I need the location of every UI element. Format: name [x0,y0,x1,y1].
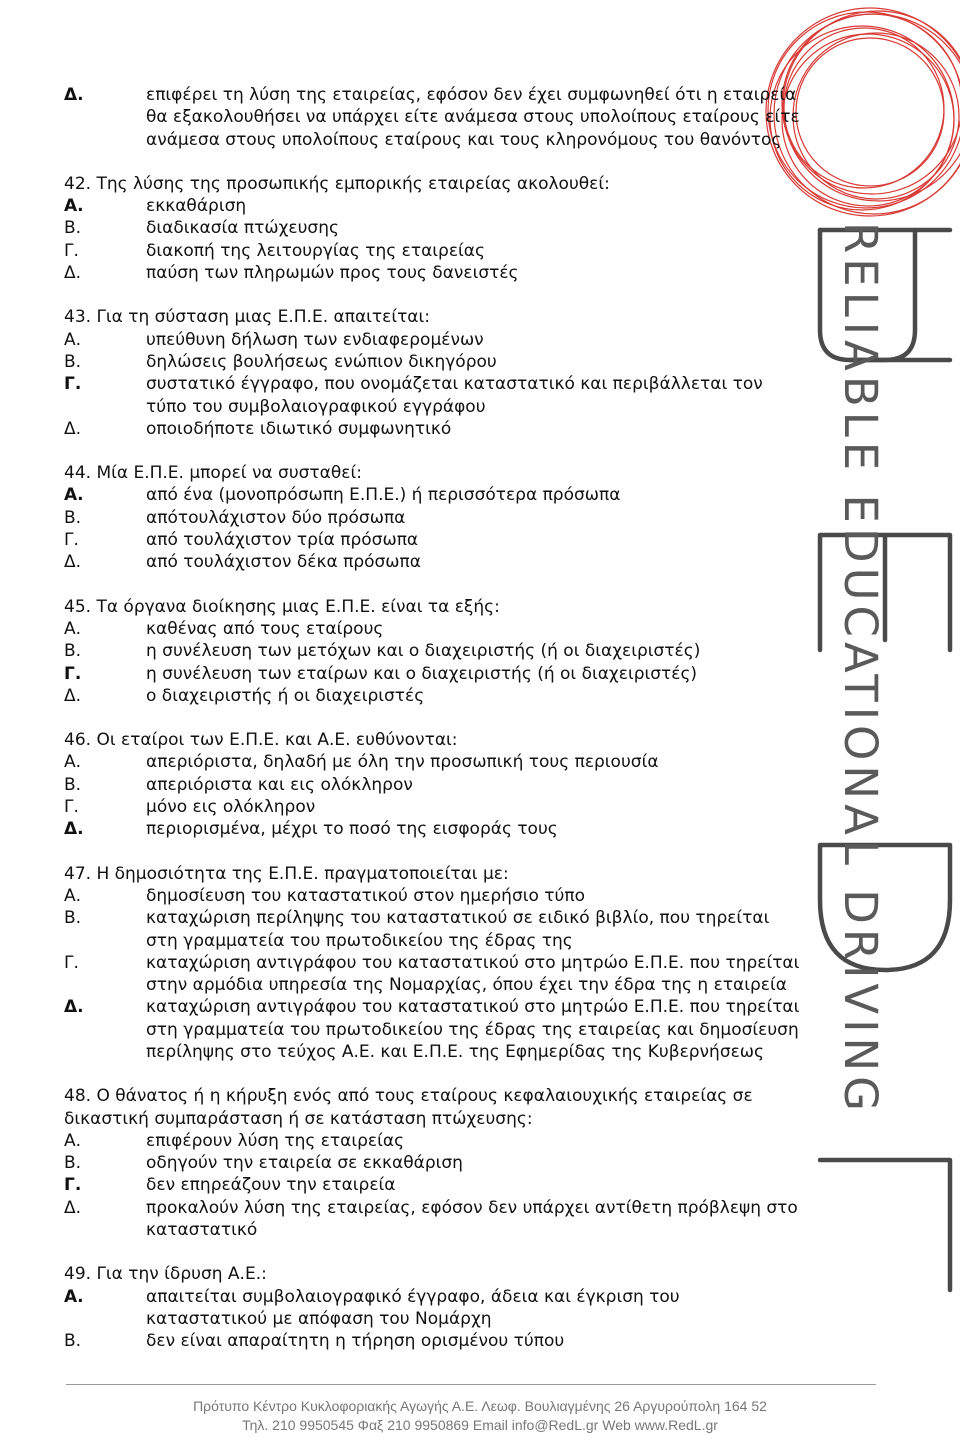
option-letter: Α. [64,1286,84,1307]
option-text: οποιοδήποτε ιδιωτικό συμφωνητικό [146,418,452,439]
option-letter: Α. [64,1130,82,1151]
answer-option [64,84,804,151]
option-letter: Α. [64,329,82,350]
option-letter: Δ. [64,85,84,105]
option-letter: Β. [64,1331,82,1352]
answer-option [64,1174,804,1196]
option-text: η συνέλευση των μετόχων και ο διαχειριστής (ή οι διαχειριστές) [146,641,701,662]
option-letter: Γ. [64,952,79,973]
answer-option [64,418,804,440]
option-letter: Δ. [64,1197,82,1218]
option-letter: Δ. [64,819,84,840]
option-letter: Δ. [64,997,84,1018]
question-block [64,84,804,151]
option-text: απεριόριστα και εις ολόκληρον [146,774,413,795]
option-letter: Α. [64,752,82,773]
question-stem: 48. Ο θάνατος ή η κήρυξη ενός από τους εταίρους κεφαλαιουχικής εταιρείας σε δικαστική συμπαράσταση ή σε κατάσταση πτώχευσης: [64,1086,753,1129]
option-letter: Β. [64,774,82,795]
question-block [64,173,804,284]
question-stem: 45. Τα όργανα διοίκησης μιας Ε.Π.Ε. είναι τα εξής: [64,596,500,617]
option-letter: Γ. [64,374,82,395]
question-block [64,729,804,840]
option-text: συστατικό έγγραφο, που ονομάζεται καταστατικό και περιβάλλεται τον τύπο του συμβολαιογραφικού εγγράφου [146,374,763,417]
question-stem: 49. Για την ίδρυση Α.Ε.: [64,1264,267,1285]
option-letter: Δ. [64,552,82,573]
answer-option [64,373,804,418]
option-text: διακοπή της λειτουργίας της εταιρείας [146,240,485,261]
question-block [64,306,804,440]
question-block [64,596,804,707]
answer-option [64,640,804,662]
option-letter: Β. [64,908,82,929]
option-text: οδηγούν την εταιρεία σε εκκαθάριση [146,1153,463,1174]
answer-option [64,996,804,1063]
answer-option [64,796,804,818]
answer-option [64,551,804,573]
brand-text-watermark: RELIABLE EDUCATIONAL DRIVING [834,222,887,1117]
answer-option [64,1197,804,1242]
option-text: δημοσίευση του καταστατικού στον ημερήσιο τύπο [146,885,585,906]
question-block [64,1263,804,1352]
option-text: απαιτείται συμβολαιογραφικό έγγραφο, άδεια και έγκριση του καταστατικού με απόφαση του Νομάρχη [146,1286,680,1329]
footer [0,1397,960,1435]
option-text: η συνέλευση των εταίρων και ο διαχειριστής (ή οι διαχειριστές) [146,663,698,684]
answer-option [64,818,804,840]
option-text: από τουλάχιστον δέκα πρόσωπα [146,552,421,573]
answer-option [64,262,804,284]
question-stem: 44. Μία Ε.Π.Ε. μπορεί να συσταθεί: [64,463,362,484]
option-text: δεν επηρεάζουν την εταιρεία [146,1175,396,1196]
answer-option [64,484,804,506]
answer-option [64,1130,804,1152]
question-stem: 47. Η δημοσιότητα της Ε.Π.Ε. πραγματοποιείται με: [64,863,509,884]
option-letter: Α. [64,485,84,506]
option-text: καθένας από τους εταίρους [146,618,384,639]
answer-option [64,685,804,707]
option-letter: Δ. [64,418,82,439]
answer-option [64,329,804,351]
question-stem: 43. Για τη σύσταση μιας Ε.Π.Ε. απαιτείται: [64,307,430,328]
option-text: από ένα (μονοπρόσωπη Ε.Π.Ε.) ή περισσότερα πρόσωπα [146,485,621,506]
option-letter: Β. [64,218,82,239]
option-letter: Β. [64,641,82,662]
option-letter: Β. [64,1153,82,1174]
answer-option [64,240,804,262]
option-letter: Γ. [64,240,79,261]
option-text: ο διαχειριστής ή οι διαχειριστές [146,685,425,706]
footer-address: Πρότυπο Κέντρο Κυκλοφοριακής Αγωγής Α.Ε. Λεωφ. Βουλιαγμένης 26 Αργυρούπολη 164 52 [193,1398,767,1414]
option-text: επιφέρουν λύση της εταιρείας [146,1130,405,1151]
option-letter: Α. [64,618,82,639]
answer-option [64,1286,804,1331]
option-text: επιφέρει τη λύση της εταιρείας, εφόσον δεν έχει συμφωνηθεί ότι η εταιρεία θα εξακολουθήσει να υπάρχει είτε ανάμεσα στους υπολοίπους εταίρους είτε ανάμεσα στους υπολοίπους εταίρους και τους κληρονόμους του θανόντος [146,85,800,150]
option-text: από τουλάχιστον τρία πρόσωπα [146,530,419,551]
answer-option [64,663,804,685]
option-text: παύση των πληρωμών προς τους δανειστές [146,263,519,284]
option-letter: Δ. [64,685,82,706]
option-text: διαδικασία πτώχευσης [146,218,339,239]
option-text: μόνο εις ολόκληρον [146,797,316,818]
option-text: εκκαθάριση [146,196,247,217]
option-text: καταχώριση περίληψης του καταστατικού σε ειδικό βιβλίο, που τηρείται στη γραμματεία του πρωτοδικείου της έδρας της [146,908,770,951]
answer-option [64,618,804,640]
question-block [64,863,804,1064]
answer-option [64,529,804,551]
answer-option [64,217,804,239]
answer-option [64,507,804,529]
option-text: περιορισμένα, μέχρι το ποσό της εισφοράς τους [146,819,558,840]
footer-divider [66,1384,876,1385]
answer-option [64,195,804,217]
option-letter: Γ. [64,530,79,551]
answer-option [64,774,804,796]
option-letter: Δ. [64,263,82,284]
option-letter: Α. [64,196,84,217]
option-letter: Γ. [64,663,82,684]
option-text: καταχώριση αντιγράφου του καταστατικού στο μητρώο Ε.Π.Ε. που τηρείται στην αρμόδια υπηρεσία της Νομαρχίας, όπου έχει την έδρα της η εταιρεία [146,952,800,996]
footer-contact: Τηλ. 210 9950545 Φαξ 210 9950869 Email info@RedL.gr Web www.RedL.gr [242,1417,718,1433]
option-letter: Α. [64,885,82,906]
answer-option [64,1152,804,1174]
question-block [64,462,804,573]
option-letter: Γ. [64,1175,82,1196]
question-list [64,84,804,1375]
option-text: απότουλάχιστον δύο πρόσωπα [146,507,406,528]
answer-option [64,885,804,907]
answer-option [64,351,804,373]
question-stem: 46. Οι εταίροι των Ε.Π.Ε. και Α.Ε. ευθύνονται: [64,730,458,751]
option-text: υπεύθυνη δήλωση των ενδιαφερομένων [146,329,484,350]
option-text: προκαλούν λύση της εταιρείας, εφόσον δεν υπάρχει αντίθετη πρόβλεψη στο καταστατικό [146,1197,798,1241]
option-letter: Β. [64,351,82,372]
question-stem: 42. Της λύσης της προσωπικής εμπορικής εταιρείας ακολουθεί: [64,173,610,194]
option-text: δηλώσεις βουλήσεως ενώπιον δικηγόρου [146,351,497,372]
option-text: απεριόριστα, δηλαδή με όλη την προσωπική τους περιουσία [146,752,659,773]
answer-option [64,1330,804,1352]
answer-option [64,952,804,997]
option-text: δεν είναι απαραίτητη η τήρηση ορισμένου τύπου [146,1331,565,1352]
option-letter: Β. [64,507,82,528]
question-block [64,1085,804,1241]
answer-option [64,751,804,773]
option-text: καταχώριση αντιγράφου του καταστατικού στο μητρώο Ε.Π.Ε. που τηρείται στη γραμματεία του πρωτοδικείου της έδρας της εταιρείας και δημοσίευση περίληψης στο τεύχος Α.Ε. και Ε.Π.Ε. της Εφημερίδας της Κυβερνήσεως [146,997,800,1062]
option-letter: Γ. [64,797,79,818]
answer-option [64,907,804,952]
